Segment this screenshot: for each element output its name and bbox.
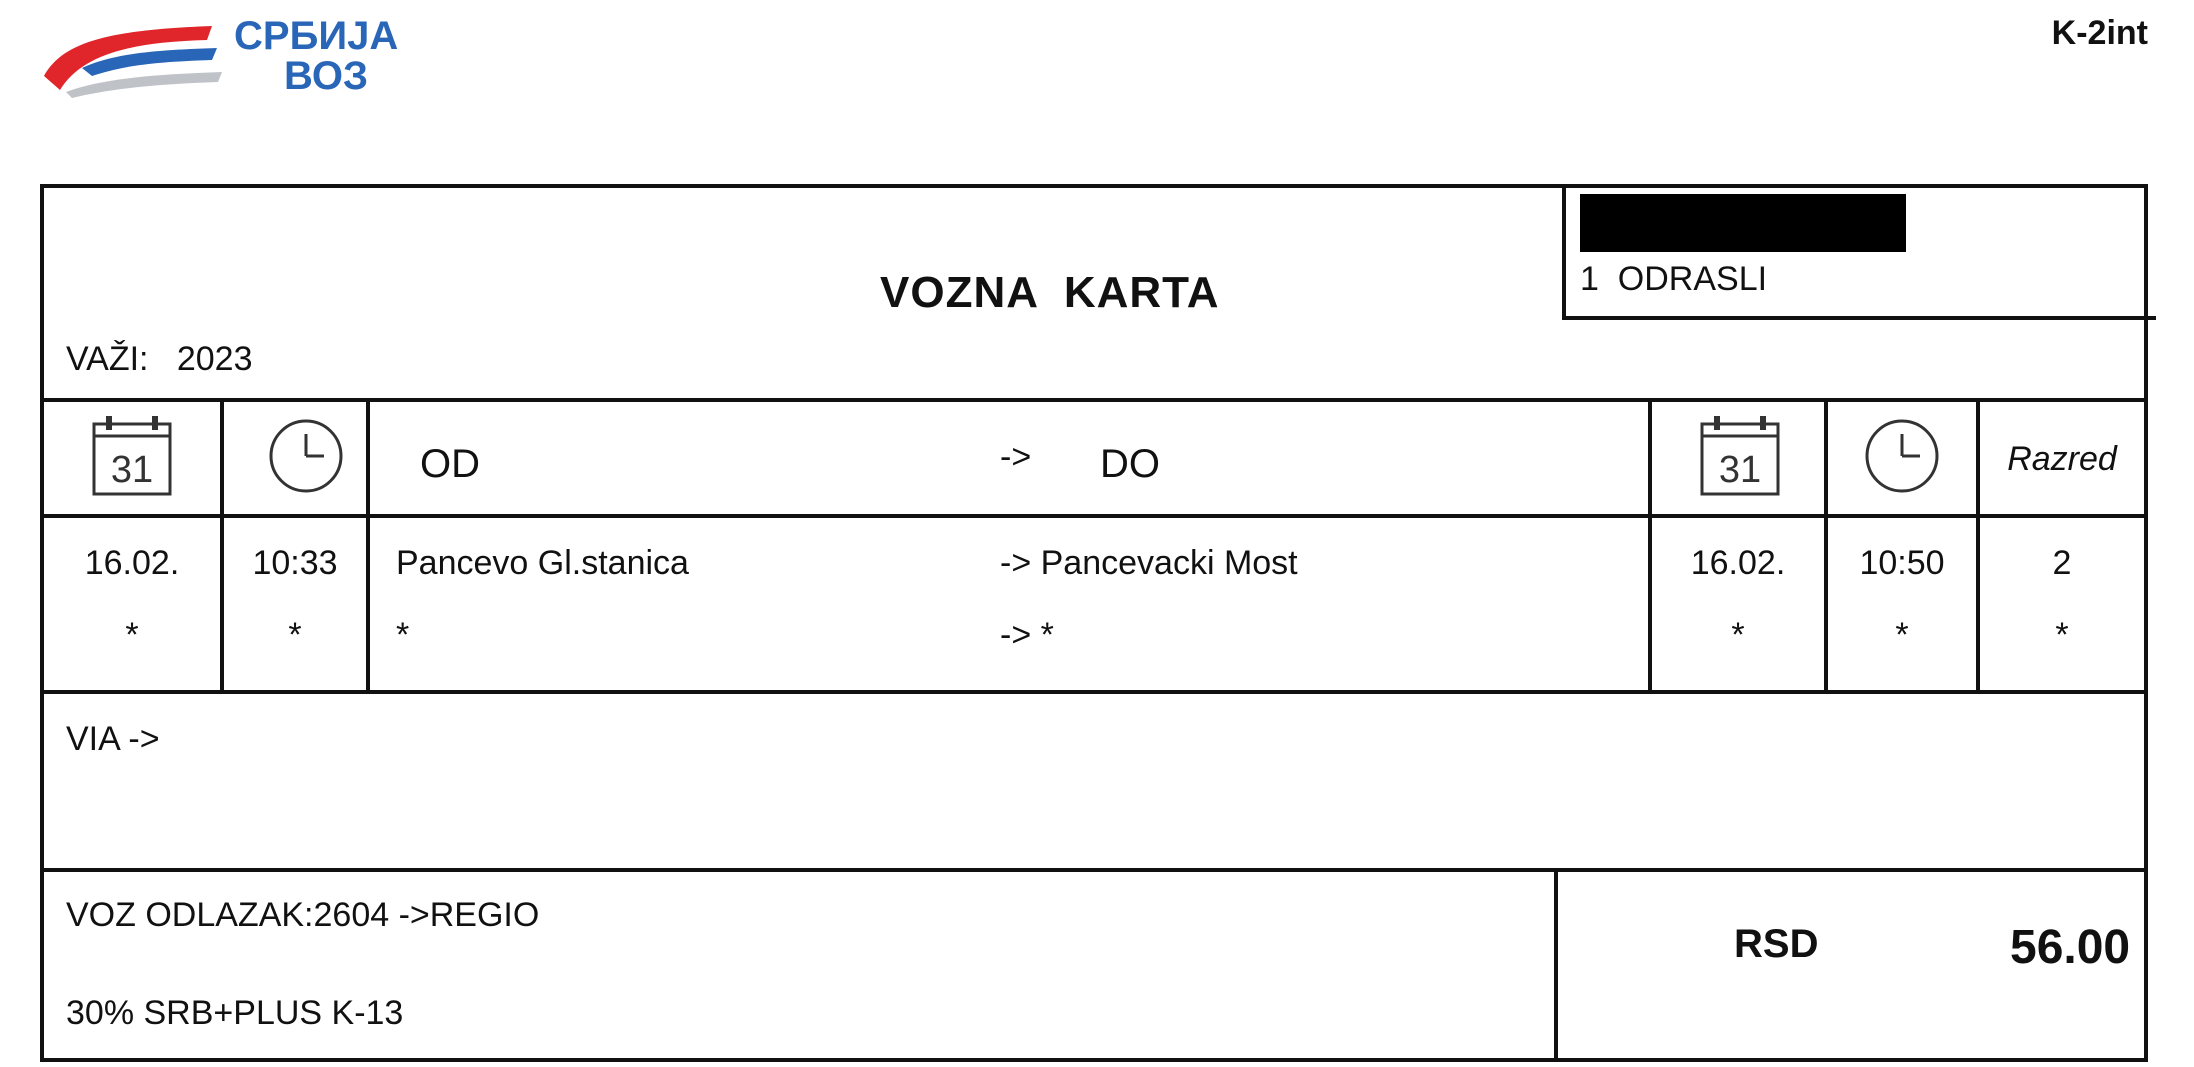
divider [44,690,2144,694]
redacted-block [1580,194,1906,252]
class-label: Razred [2007,440,2117,478]
calendar-icon-day: 31 [1718,449,1762,491]
logo-swoosh-icon [42,14,242,106]
divider [44,398,2144,402]
via-line: VIA -> [66,720,160,758]
clock-icon [266,416,346,496]
srbija-voz-logo [42,14,422,106]
from-station: Pancevo Gl.stanica [396,544,689,582]
train-info: VOZ ODLAZAK:2604 ->REGIO [66,896,540,934]
arrival-date: * [1731,616,1745,654]
valid-label: VAŽI: [66,340,149,378]
logo-line-2: ВОЗ [284,54,369,98]
calendar-icon-day: 31 [110,449,154,491]
price: 56.00 [2010,921,2131,974]
discount-info: 30% SRB+PLUS K-13 [66,994,404,1032]
from-station: * [396,616,410,654]
valid-year: 2023 [176,340,253,378]
arrival-date: 16.02. [1690,544,1786,582]
to-station: -> * [1000,616,1054,654]
logo-wordmark [234,16,398,96]
divider [44,868,2144,872]
divider [44,514,2144,518]
ticket-title: VOZNA KARTA [880,268,1220,317]
departure-date: 16.02. [84,544,180,582]
from-label: OD [420,442,480,486]
header-arrow: -> [1000,438,1032,476]
clock-icon [1862,416,1942,496]
travel-class: * [2055,616,2069,654]
currency: RSD [1734,922,1819,966]
departure-time: 10:33 [252,544,338,582]
form-code: K-2int [2051,14,2148,52]
ticket [40,184,2148,1062]
column-divider [1554,870,1558,1062]
valid-line [66,340,252,379]
passenger-count: 1 ODRASLI [1580,260,1768,298]
logo-line-1: СРБИЈА [234,14,399,58]
passenger-box [1562,184,2156,320]
travel-class: 2 [2052,544,2072,582]
departure-date: * [125,616,139,654]
departure-time: * [288,616,302,654]
calendar-icon [90,414,174,498]
to-station: -> Pancevacki Most [1000,544,1298,582]
calendar-icon [1698,414,1782,498]
to-label: DO [1100,442,1160,486]
arrival-time: * [1895,616,1909,654]
arrival-time: 10:50 [1859,544,1945,582]
column-divider [366,400,370,692]
